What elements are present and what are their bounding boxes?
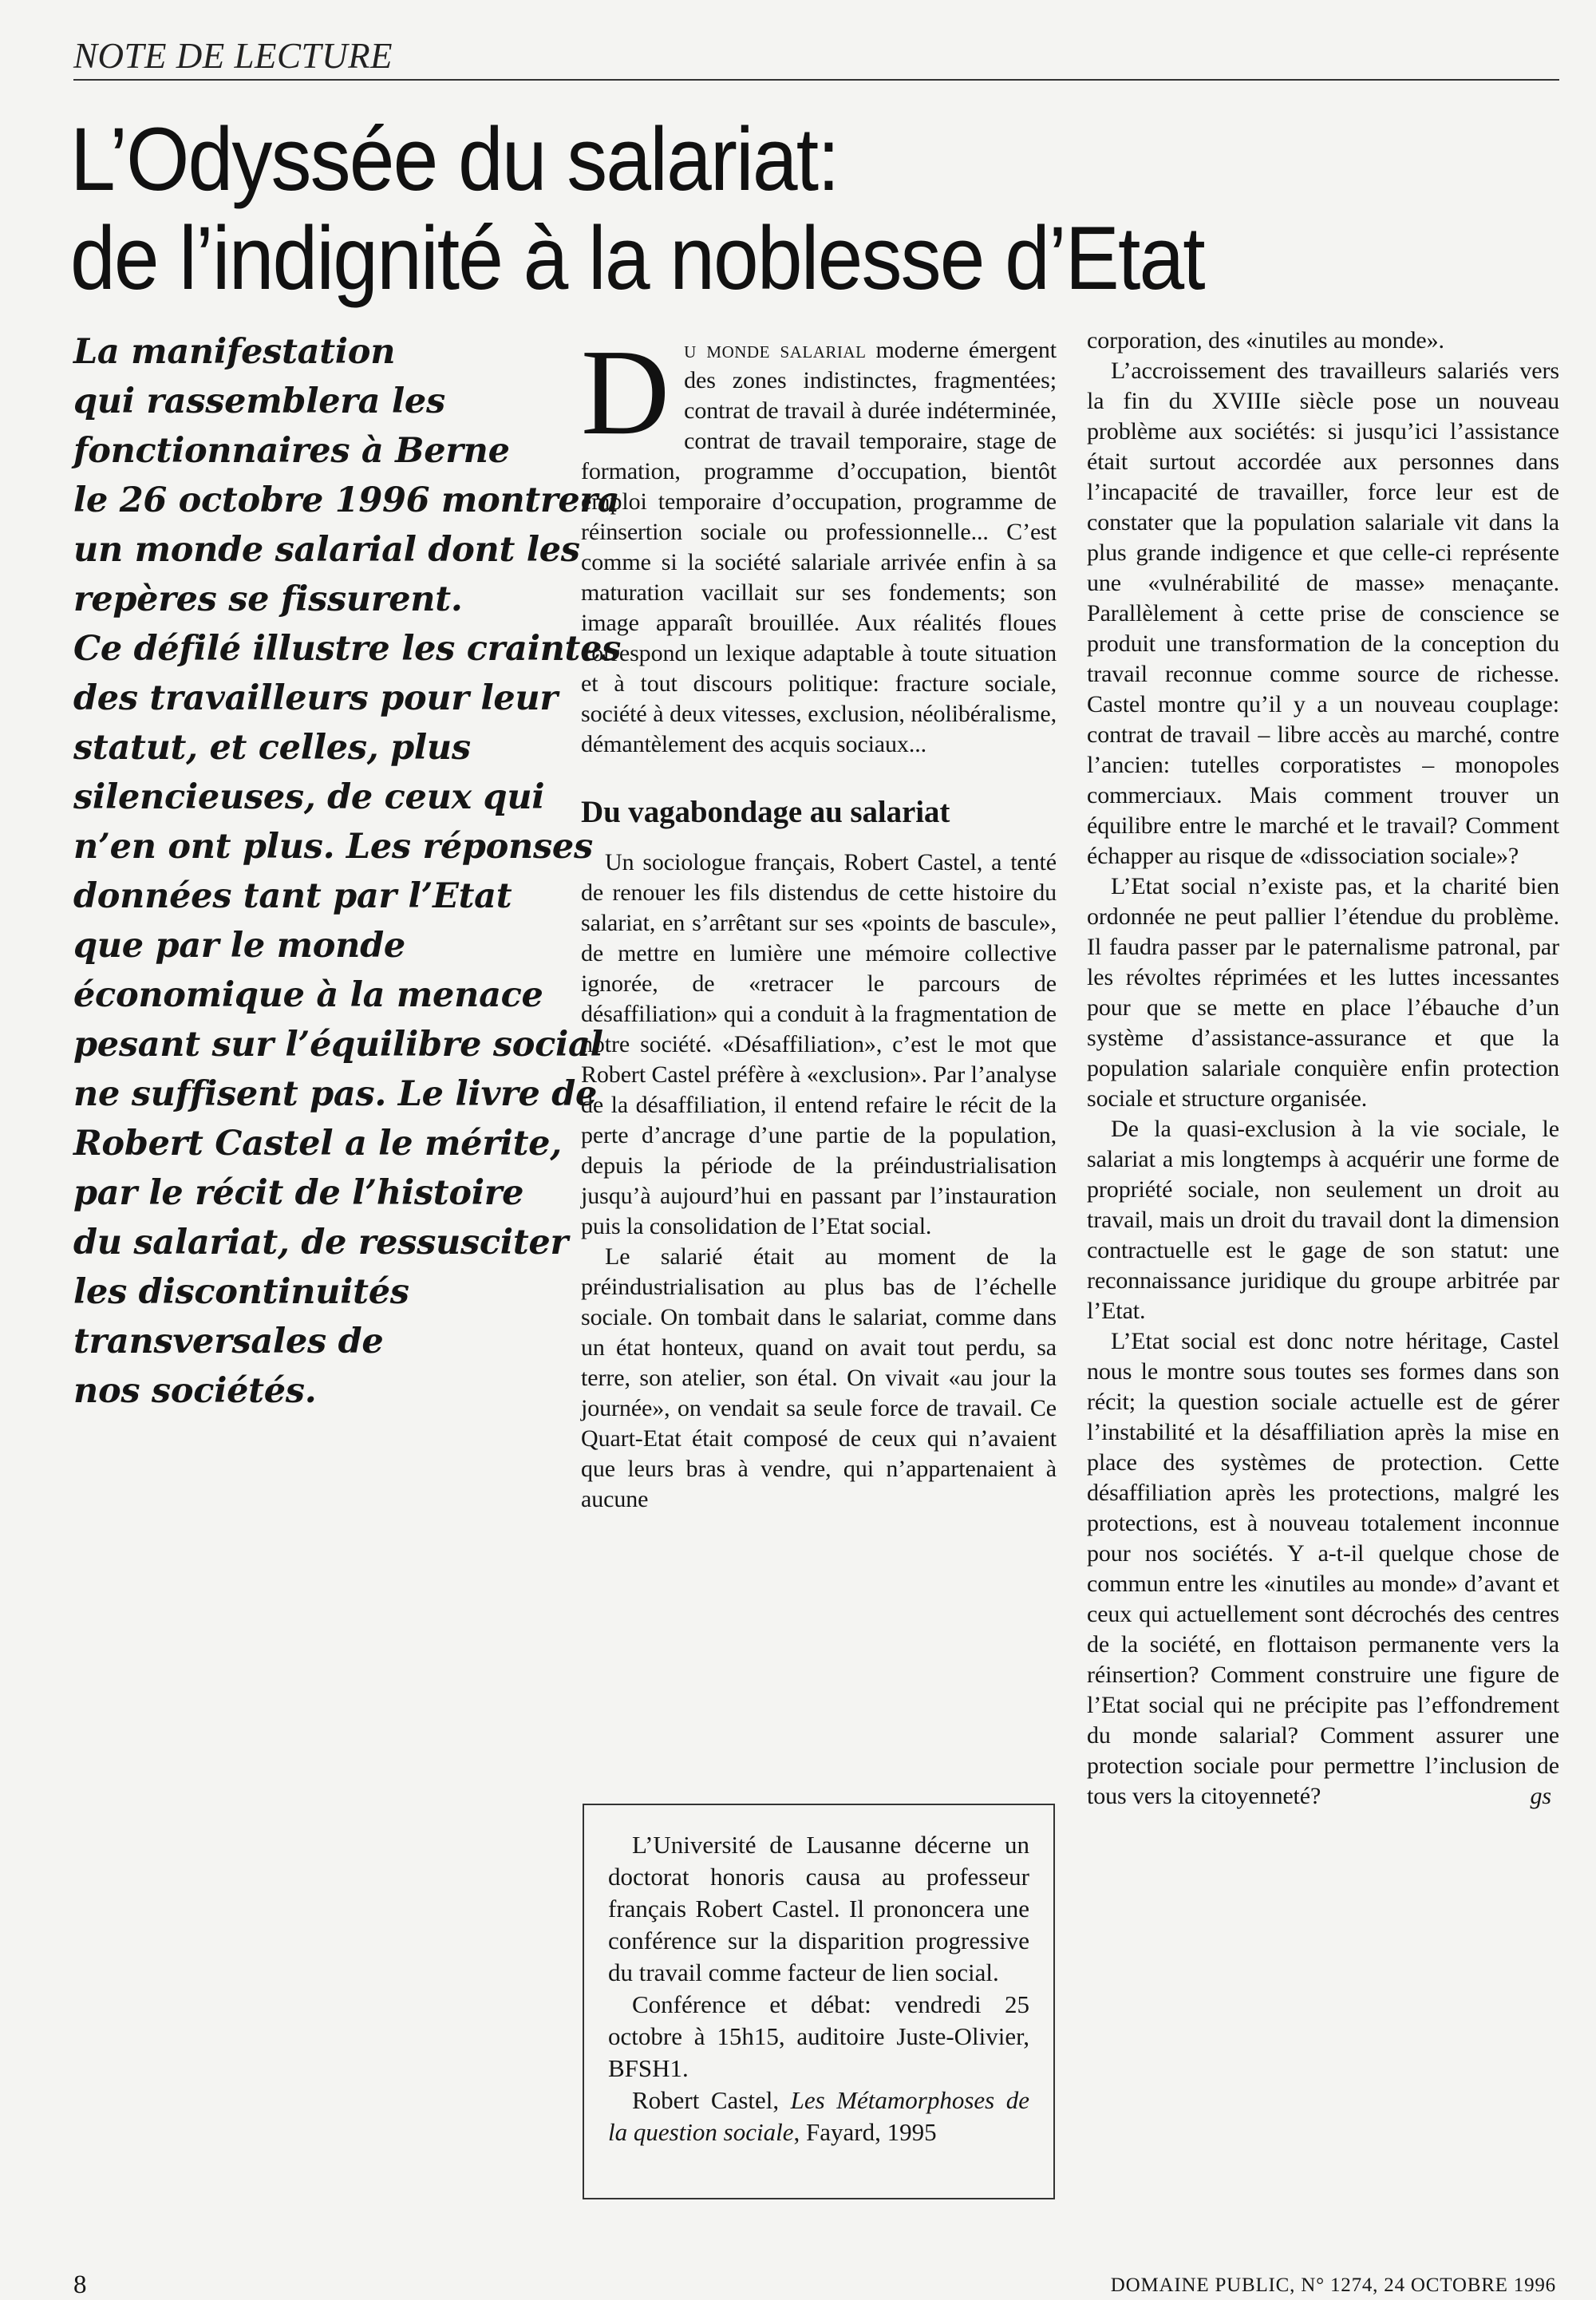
box-paragraph: Conférence et débat: vendredi 25 octobre à 15h15, auditoire Juste-Olivier, BFSH1. [608,1990,1029,2082]
lead-line: repères se fissurent. [73,579,463,619]
book-reference [608,2085,1029,2148]
page-number: 8 [73,2270,87,2299]
lead-line: par le récit de l’histoire [73,1173,524,1213]
book-title: Les Métamorphoses de la question sociale [608,2086,1029,2146]
drop-cap: D [581,325,670,460]
body-paragraph [1087,1326,1559,1812]
body-paragraph: L’Etat social n’existe pas, et la charité bien ordonnée ne peut pallier l’étendue du problème. Il faudra passer par le paternalisme patronal, par les révoltes réprimées et les luttes incessantes pour que se mette en place l’ébauche d’un système d’assistance-assurance et que la population salariale conquière enfin protection sociale et structure organisée. [1087,873,1559,1112]
final-paragraph-text: L’Etat social est donc notre héritage, Castel nous le montre sous toutes ses formes dans son récit; la question sociale actuelle est de gérer l’instabilité et la désaffiliation après la mise en place des systèmes de protection. Cette désaffiliation après les protections, malgré les protections, est à nouveau totalement inconnue pour nos sociétés. Y a-t-il quelque chose de commun entre les «inutiles au monde» d’avant et ceux qui actuellement sont décrochés des centres de la société, en flottaison permanente vers la réinsertion? Comment construire une figure de l’Etat social qui ne précipite pas l’effondrement du monde salarial? Comment assurer une protection sociale pour permettre l’inclusion de tous vers la citoyenneté? [1087,1328,1559,1809]
body-paragraph: corporation, des «inutiles au monde». [1087,327,1444,354]
lead-line: données tant par l’Etat [73,876,512,916]
lead-line: statut, et celles, plus [73,728,471,768]
conference-info-box [583,1804,1055,2199]
publication-footer: DOMAINE PUBLIC, N° 1274, 24 OCTOBRE 1996 [1110,2274,1556,2296]
lead-line: des travailleurs pour leur [73,678,558,718]
lead-line: qui rassemblera les [73,381,445,421]
book-publisher: , Fayard, 1995 [793,2118,937,2146]
lead-line: silencieuses, de ceux qui [73,777,545,817]
lead-line: économique à la menace [73,975,543,1015]
opening-paragraph [581,325,1057,760]
body-paragraph: Le salarié était au moment de la préindustrialisation au plus bas de l’échelle sociale. On tombait dans le salariat, comme dans un état honteux, quand on avait tout perdu, sa terre, son atelier, son étal. On vivait «au jour la journée», on vendait sa seule force de travail. Ce Quart-Etat était composé de ceux qui n’avaient que leurs bras à vendre, qui n’appartenaient à aucune [581,1243,1057,1512]
lead-line: Robert Castel a le mérite, [73,1124,562,1164]
lead-line: n’en ont plus. Les réponses [73,827,593,867]
lead-line: ne suffisent pas. Le livre de [73,1074,598,1114]
section-title: Du vagabondage au salariat [581,795,950,829]
lead-line: fonctionnaires à Berne [73,431,510,471]
lead-line: que par le monde [73,926,405,966]
header-rule [73,79,1559,81]
headline-line-1: L’Odyssée du salariat: [70,109,839,209]
body-paragraph: Un sociologue français, Robert Castel, a tenté de renouer les fils distendus de cette histoire du salariat, en s’arrêtant sur ses «points de bascule», de mettre en lumière une mémoire collective ignorée, de «retracer le parcours de désaffiliation» qui a conduit à la fragmentation de notre société. «Désaffiliation», c’est le mot que Robert Castel préfère à «exclusion». Par l’analyse de la désaffiliation, il entend refaire le récit de la perte d’ancrage d’une partie de la population, depuis la période de la préindustrialisation jusqu’à aujourd’hui en passant par l’instauration puis la consolidation de l’Etat social. [581,849,1057,1239]
lead-line: du salariat, de ressusciter [73,1223,568,1263]
article-headline [70,110,1555,308]
lead-line: Ce défilé illustre les craintes [73,629,622,669]
lead-line: les discontinuités [73,1272,409,1312]
lead-line: nos sociétés. [73,1371,317,1411]
book-author: Robert Castel, [632,2086,791,2114]
lead-line: le 26 octobre 1996 montrera [73,480,620,520]
lead-line: un monde salarial dont les [73,530,580,570]
lead-line: La manifestation [73,332,396,372]
section-rubric: NOTE DE LECTURE [73,36,393,76]
headline-line-2: de l’indignité à la noblesse d’Etat [70,208,1204,308]
body-paragraph: De la quasi-exclusion à la vie sociale, le salariat a mis longtemps à acquérir une forme de propriété sociale, non seulement un droit au travail, mais un droit du travail dont la dimension contractuelle est le gage de son statut: une reconnaissance juridique du groupe arbitrée par l’Etat. [1087,1116,1559,1324]
lead-line: pesant sur l’équilibre social [73,1025,603,1065]
opening-small-caps: u monde salarial [684,337,867,363]
opening-text: moderne émergent des zones indistinctes, fragmentées; contrat de travail à durée indéterminée, contrat de travail temporaire, stage de formation, programme d’occupation, bientôt emploi temporaire d’occupation, programme de réinsertion sociale ou professionnelle... C’est comme si la société salariale arrivée enfin à sa maturation vacillait sur ses fondements; son image apparaît brouillée. Aux réalités floues correspond un lexique adaptable à toute situation et à tout discours politique: fracture sociale, société à deux vitesses, exclusion, néolibéralisme, démantèlement des acquis sociaux... [581,337,1057,757]
lead-line: transversales de [73,1322,384,1361]
body-paragraph: L’accroissement des travailleurs salariés vers la fin du XVIIIe siècle pose un nouveau problème aux sociétés: si jusqu’ici l’assistance était surtout accordée aux personnes dans l’incapacité de travailler, force leur est de constater que la population salariale vit dans la plus grande indigence et que celle-ci représente une «vulnérabilité de masse» menaçante. Parallèlement à cette prise de conscience se produit une transformation de la conception du travail reconnue comme source de richesse. Castel montre qu’il y a un nouveau couplage: contrat de travail – libre accès au marché, contre l’ancien: tutelles corporatistes – monopoles commerciaux. Mais comment trouver un équilibre entre le marché et le travail? Comment échapper au risque de «dissociation sociale»? [1087,358,1559,869]
lead-paragraph [73,327,622,1416]
box-paragraph: L’Université de Lausanne décerne un doctorat honoris causa au professeur français Robert Castel. Il prononcera une conférence sur la disparition progressive du travail comme facteur de lien social. [608,1831,1029,1986]
article-right-column [1087,326,1559,1812]
article-middle-column [581,326,1057,1515]
author-signature: gs [1530,1783,1551,1809]
